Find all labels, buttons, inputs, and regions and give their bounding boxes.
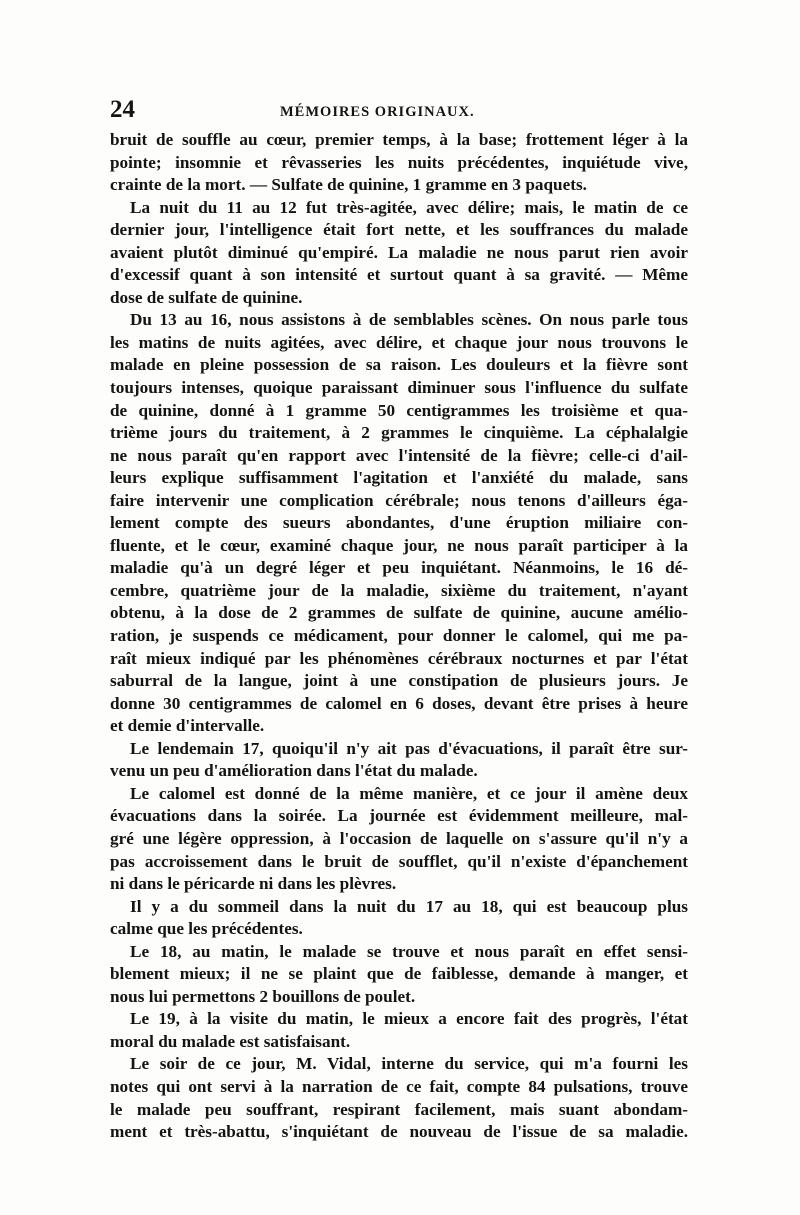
text-line: moral du malade est satisfaisant. [110,1031,351,1051]
text-line: Le soir de ce jour, M. Vidal, interne du service, qui m'a fourni les [130,1054,688,1074]
text-line: faire intervenir une complication cérébrale; nous tenons d'ailleurs éga- [110,490,688,510]
text-line: ne nous paraît qu'en rapport avec l'intensité de la fièvre; celle-ci d'ail- [110,445,688,465]
text-line: avaient plutôt diminué qu'empiré. La maladie ne nous parut rien avoir [110,242,688,262]
running-title: MÉMOIRES ORIGINAUX. [280,104,475,120]
text-line: pointe; insomnie et rêvasseries les nuits précédentes, inquiétude vive, [110,152,688,172]
text-line: bruit de souffle au cœur, premier temps, à la base; frottement léger à la [110,130,688,149]
text-line: obtenu, à la dose de 2 grammes de sulfate de quinine, aucune amélio- [110,603,688,623]
text-line: ni dans le péricarde ni dans les plèvres. [110,874,397,894]
text-line: évacuations dans la soirée. La journée est évidemment meilleure, mal- [110,806,688,826]
text-line: dernier jour, l'intelligence était fort nette, et les souffrances du malade [110,220,688,240]
text-line: blement mieux; il ne se plaint que de faiblesse, demande à manger, et [110,964,688,984]
running-head [110,96,688,128]
text-line: donne 30 centigrammes de calomel en 6 doses, devant être prises à heure [110,693,688,713]
text-line: maladie qu'à un degré léger et peu inquiétant. Néanmoins, le 16 dé- [110,558,688,578]
text-line: malade en pleine possession de sa raison. Les douleurs et la fièvre sont [110,355,688,375]
text-line: crainte de la mort. — Sulfate de quinine, 1 gramme en 3 paquets. [110,175,587,195]
text-line: d'excessif quant à son intensité et surtout quant à sa gravité. — Même [110,265,688,285]
text-line: cembre, quatrième jour de la maladie, sixième du traitement, n'ayant [110,580,688,600]
text-line: dose de sulfate de quinine. [110,287,303,307]
text-line: trième jours du traitement, à 2 grammes le cinquième. La céphalalgie [110,423,688,443]
text-line: venu un peu d'amélioration dans l'état du malade. [110,761,478,781]
text-line: Il y a du sommeil dans la nuit du 17 au 18, qui est beaucoup plus [130,896,688,916]
text-line: La nuit du 11 au 12 fut très-agitée, avec délire; mais, le matin de ce [130,197,688,217]
text-line: nous lui permettons 2 bouillons de poulet. [110,986,416,1006]
text-line: calme que les précédentes. [110,919,303,939]
text-line: Le lendemain 17, quoiqu'il n'y ait pas d'évacuations, il paraît être sur- [130,738,688,758]
text-line: leurs explique suffisamment l'agitation et l'anxiété du malade, sans [110,468,688,488]
text-line: toujours intenses, quoique paraissant diminuer sous l'influence du sulfate [110,378,688,398]
text-line: Le calomel est donné de la même manière, et ce jour il amène deux [130,783,688,803]
text-line: ment et très-abattu, s'inquiétant de nouveau de l'issue de sa maladie. [110,1122,688,1142]
text-line: notes qui ont servi à la narration de ce fait, compte 84 pulsations, trouve [110,1076,688,1096]
text-line: Du 13 au 16, nous assistons à de semblables scènes. On nous parle tous [130,310,688,330]
text-line: les matins de nuits agitées, avec délire, et chaque jour nous trouvons le [110,332,688,352]
text-line: gré une légère oppression, à l'occasion de laquelle on s'assure qu'il n'y a [110,828,688,848]
text-line: de quinine, donné à 1 gramme 50 centigrammes les troisième et qua- [110,400,688,420]
text-line: Le 18, au matin, le malade se trouve et nous paraît en effet sensi- [130,941,688,961]
text-line: raît mieux indiqué par les phénomènes cérébraux nocturnes et par l'état [110,648,688,668]
text-line: lement compte des sueurs abondantes, d'une éruption miliaire con- [110,513,688,533]
text-line: saburral de la langue, joint à une constipation de plusieurs jours. Je [110,671,688,691]
text-line: le malade peu souffrant, respirant facilement, mais suant abondam- [110,1099,688,1119]
body-text [110,129,688,1144]
text-line: pas accroissement dans le bruit de soufflet, qu'il n'existe d'épanchement [110,851,688,871]
text-line: fluente, et le cœur, examiné chaque jour, ne nous paraît participer à la [110,535,688,555]
text-line: Le 19, à la visite du matin, le mieux a encore fait des progrès, l'état [130,1009,688,1029]
page-number: 24 [110,96,135,123]
text-line: ration, je suspends ce médicament, pour donner le calomel, qui me pa- [110,626,688,646]
text-line: et demie d'intervalle. [110,716,265,736]
